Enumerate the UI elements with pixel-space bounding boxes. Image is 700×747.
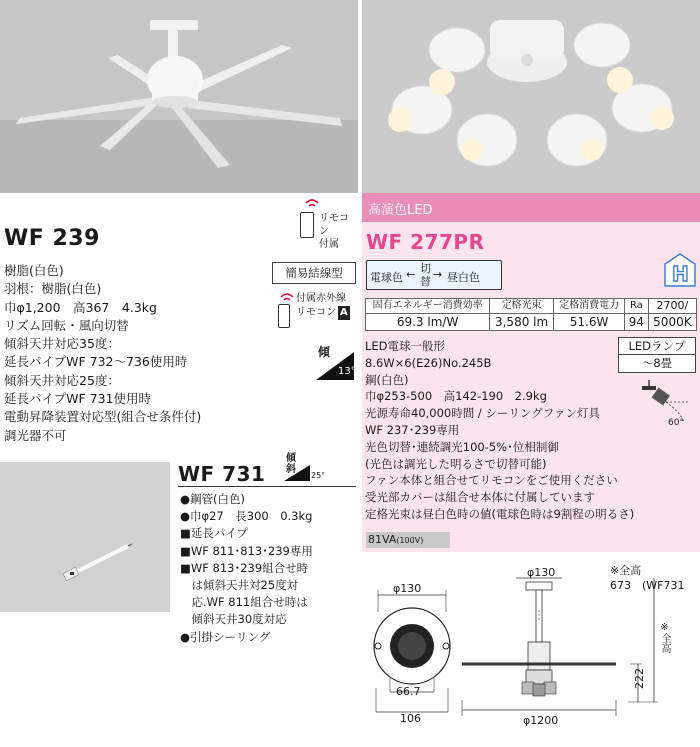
height-note xyxy=(610,563,685,593)
spec-header: 2700/ xyxy=(648,299,696,314)
dim-667: 66.7 xyxy=(396,685,421,698)
tilt-label: 傾 xyxy=(318,345,331,359)
fan-spec-line: 電動昇降装置対応型(組合せ条件付) xyxy=(4,409,202,425)
light-spec-line: 定格光束は昼白色時の値(電球色時は9割程の明るさ) xyxy=(365,506,635,521)
light-spec-line: 光源寿命40,000時間 / シーリングファン灯具 xyxy=(365,406,600,421)
fan-spec-line: 延長パイプWF 731使用時 xyxy=(4,391,152,407)
color-right: 昼白色 xyxy=(447,271,480,284)
va-badge xyxy=(366,532,450,548)
angle-label: 60° xyxy=(668,418,684,428)
spec-header: 定格光束 xyxy=(490,299,554,314)
tilt-value: 25° xyxy=(311,471,326,480)
tilt-badge-13 xyxy=(316,342,354,380)
tilt-label: 傾斜 xyxy=(286,453,296,475)
remote-icon xyxy=(300,212,314,238)
spec-value: 94 xyxy=(625,314,649,331)
ir-remote-line2: リモコン xyxy=(296,307,336,318)
fan-spec-list xyxy=(4,262,201,445)
pipe-spec-line: 傾斜天井30度対応 xyxy=(180,612,287,627)
lamp-badge-line1: LEDランプ xyxy=(628,339,686,353)
light-spec-line: 巾φ253-500 高142-190 2.9kg xyxy=(365,389,547,404)
arrow-right-icon: → xyxy=(433,268,443,281)
pipe-spec-line: は傾斜天井対25度対 xyxy=(180,578,299,593)
fan-spec-line: 樹脂(白色) xyxy=(4,263,64,278)
fan-spec-line: 巾φ1,200 高367 4.3kg xyxy=(4,299,157,315)
fan-spec-line: 調光器不可 xyxy=(4,427,67,443)
va-value: 81VA xyxy=(368,533,397,546)
pipe-divider xyxy=(178,486,356,487)
spec-value: 5000K xyxy=(648,314,696,331)
pipe-photo xyxy=(0,462,170,612)
side-dia-label: φ130 xyxy=(527,566,556,579)
lamp-badge-line2: ～8畳 xyxy=(619,354,695,371)
fan-photo xyxy=(0,0,358,193)
fan-spec-line: 羽根：樹脂(白色) xyxy=(4,281,102,297)
light-spec-line: 光色切替･連続調光100-5%･位相制御 xyxy=(365,439,559,454)
tilt-badge-25 xyxy=(284,453,324,485)
pipe-spec-line: ■WF 811･813･239専用 xyxy=(180,543,313,558)
pipe-spec-line: ■WF 813･239組合せ時 xyxy=(180,560,309,575)
light-spec-line: LED電球一般形 xyxy=(365,339,446,353)
ceiling-fan-image xyxy=(0,0,358,193)
light-spec-line: 鋼(白色) xyxy=(365,372,409,387)
height-note-line2: 673 (WF731 xyxy=(610,579,685,592)
signal-icon xyxy=(304,198,320,210)
pipe-spec-line: 応.WF 811組合せ時は xyxy=(180,595,308,610)
light-spec-list xyxy=(365,338,634,523)
ir-remote-badge xyxy=(274,290,358,336)
light-spec-line: 8.6W×6(E26)No.245B xyxy=(365,355,492,370)
remote-icon xyxy=(278,304,290,328)
light-spec-line: 受光部カバーは組合せ本体に付属しています xyxy=(365,490,595,505)
pipe-spec-list xyxy=(180,491,313,646)
fan-spec-line: 傾斜天井対応35度： xyxy=(4,336,120,352)
dim-222: 222 xyxy=(633,668,646,689)
color-mid-bot: 替 xyxy=(420,275,431,288)
spec-header: Ra xyxy=(625,299,649,314)
fan-spec-line: 延長パイプWF 732～736使用時 xyxy=(4,354,188,370)
light-spec-line: (光色は調光した明るさで切替可能) xyxy=(365,456,547,471)
dim-1200: φ1200 xyxy=(523,714,559,727)
pipe-model: WF 731 xyxy=(178,462,266,486)
type-badge: 簡易結線型 xyxy=(272,262,356,284)
spec-header: 定格消費電力 xyxy=(554,299,625,314)
height-dim-note: ※全高 xyxy=(659,622,670,653)
remote-badge xyxy=(294,198,356,250)
light-model: WF 277PR xyxy=(366,230,485,254)
pipe-spec-line: ●引掛シーリング xyxy=(180,629,271,644)
light-header: 高演色LED xyxy=(362,193,700,222)
fan-spec-line: 傾斜天井対応25度： xyxy=(4,372,120,388)
light-photo xyxy=(362,0,700,193)
remote-badge-line2: 付属 xyxy=(319,239,339,250)
arrow-left-icon: ← xyxy=(406,268,416,281)
light-spec-line: WF 237･239専用 xyxy=(365,422,460,437)
light-spec-table xyxy=(365,298,697,331)
spec-value: 51.6W xyxy=(554,314,625,331)
spec-value: 69.3 lm/W xyxy=(366,314,490,331)
top-dia-label: φ130 xyxy=(393,582,422,595)
extension-pipe-image xyxy=(0,462,170,612)
pipe-spec-line: ■延長パイプ xyxy=(180,526,249,541)
h-mark xyxy=(664,253,696,287)
h-letter: H xyxy=(672,262,689,286)
va-volt: (100V) xyxy=(396,536,424,545)
signal-icon xyxy=(280,292,294,302)
fan-spec-line: リズム回転・風向切替 xyxy=(4,317,129,333)
spec-value: 3,580 lm xyxy=(490,314,554,331)
color-mid-top: 切 xyxy=(420,262,431,275)
pipe-spec-line: ●鋼管(白色) xyxy=(180,492,246,506)
spec-header: 固有エネルギー消費効率 xyxy=(366,299,490,314)
light-spec-line: ファン本体と組合せてリモコンをご使用ください xyxy=(365,473,618,488)
dim-106: 106 xyxy=(400,712,421,725)
color-switch-badge xyxy=(366,260,502,290)
ir-remote-line1: 付属赤外線 xyxy=(296,293,346,304)
remote-badge-line1: リモコン xyxy=(319,213,349,237)
height-note-line1: ※全高 xyxy=(610,564,642,577)
tilt-value: 13° xyxy=(338,366,356,377)
color-left: 電球色 xyxy=(370,271,403,284)
pipe-spec-line: ●巾φ27 長300 0.3kg xyxy=(180,509,313,524)
ir-remote-letter: A xyxy=(340,307,348,318)
fan-model: WF 239 xyxy=(4,226,100,251)
light-fixture-image xyxy=(362,0,700,193)
